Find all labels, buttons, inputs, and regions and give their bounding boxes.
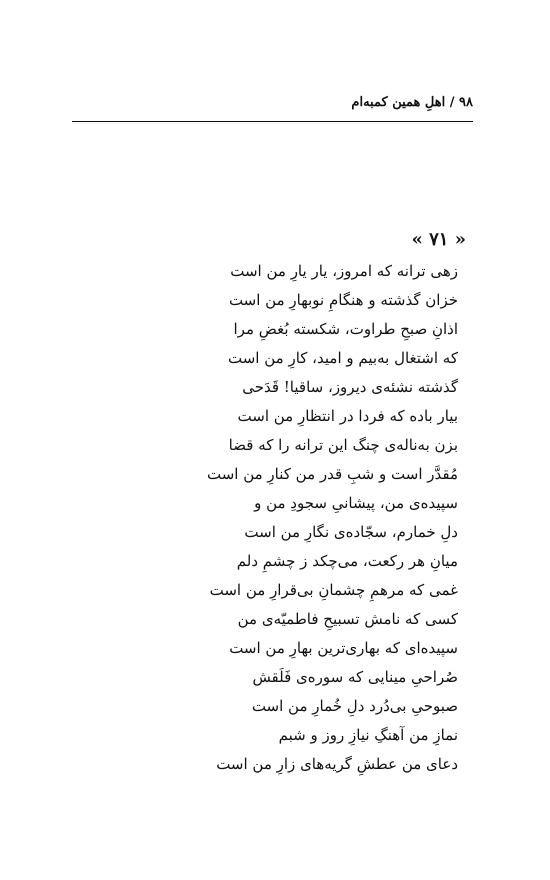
poem-line: اذانِ صبحِ طراوت، شکسته بُغضِ مرا bbox=[233, 320, 458, 338]
header-divider bbox=[72, 121, 473, 122]
poem-line: صُراحیِ مینایی که سوره‌ی فَلَقش bbox=[252, 668, 458, 686]
poem-line: گذشته نشئه‌ی دیروز، ساقیا! قَدَحی bbox=[242, 378, 458, 396]
poem-text bbox=[150, 257, 458, 779]
poem-line: بیار باده که فردا در انتظارِ من است bbox=[237, 407, 458, 425]
poem-line: کسی که نامش تسبیحِ فاطمیّه‌ی من bbox=[237, 610, 458, 628]
poem-number: « ۷۱ » bbox=[411, 229, 466, 250]
poem-line: غمی که مرهمِ چشمانِ بی‌قرارِ من است bbox=[209, 581, 458, 599]
poem-line: زهی ترانه که امروز، یار یارِ من است bbox=[230, 262, 458, 280]
poem-line: نمازِ من آهنگِ نیازِ روز و شبم bbox=[278, 726, 458, 744]
poem-line: خزان گذشته و هنگامِ نوبهارِ من است bbox=[228, 291, 458, 309]
poem-line: مُقدَّر است و شبِ قدر من کنارِ من است bbox=[206, 465, 458, 483]
poem-line: دعای من عطشِ گریه‌های زارِ من است bbox=[216, 755, 458, 773]
poem-line: سپیده‌ی من، پیشانیِ سجودِ من و bbox=[254, 494, 458, 512]
poem-line: بزن به‌ناله‌ی چنگ این ترانه را که قضا bbox=[228, 436, 458, 454]
poem-line: میانِ هر رکعت، می‌چکد ز چشمِ دلم bbox=[236, 552, 458, 570]
poem-line: صبوحیِ بی‌دُرد دلِ خُمارِ من است bbox=[251, 697, 458, 715]
poem-line: که اشتغال به‌بیم و امید، کارِ من است bbox=[228, 349, 458, 367]
poem-line: سپیده‌ای که بهاری‌ترین بهارِ من است bbox=[229, 639, 458, 657]
poem-line: دلِ خمارم، سجّاده‌ی نگارِ من است bbox=[244, 523, 458, 541]
running-header: ۹۸ / اهلِ همین کمبه‌ام bbox=[351, 95, 473, 110]
